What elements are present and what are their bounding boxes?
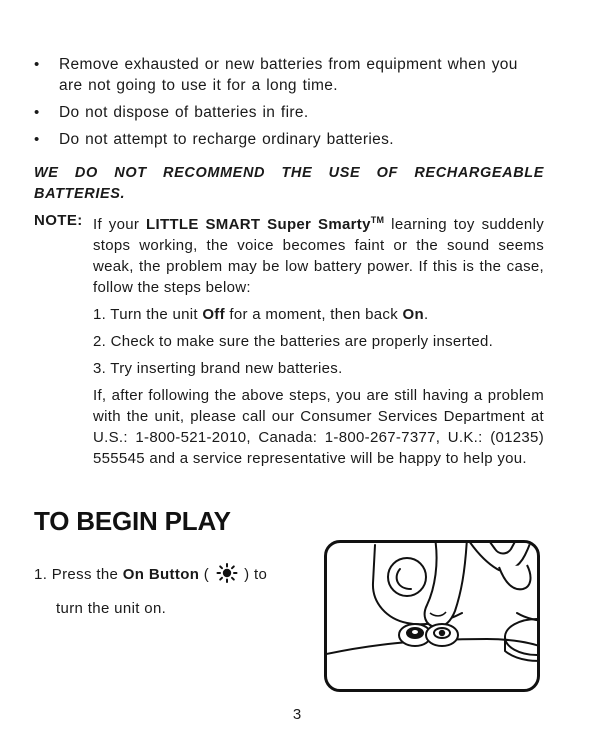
- troubleshooting-step-2: 2. Check to make sure the batteries are properly inserted.: [93, 333, 494, 350]
- hand-thumb: [499, 565, 530, 589]
- list-item: [34, 129, 544, 150]
- page-number: 3: [292, 706, 302, 723]
- hand-pressing-button-illustration: [324, 540, 540, 692]
- troubleshooting-steps: [93, 304, 544, 379]
- note-intro-end: learning toy suddenly stops working, the voice becomes faint or the sound seems weak, the problem may be low battery power. If this is the case, follow the steps below:: [93, 216, 545, 296]
- note-section: [34, 210, 544, 475]
- step1-text-b: for a moment, then back: [224, 306, 403, 323]
- sun-icon: [216, 563, 238, 594]
- bullet-dot: •: [34, 56, 40, 73]
- step1-text-a: 1. Turn the unit: [93, 306, 203, 323]
- toy-disc-right: [505, 619, 537, 655]
- begin-step-line-2: turn the unit on.: [56, 600, 167, 617]
- list-item: [34, 102, 544, 123]
- toy-panel-detail: [397, 569, 411, 589]
- begin-play-step-1: [34, 560, 314, 624]
- step1-off: Off: [202, 306, 225, 323]
- close-text: ) to: [239, 566, 268, 583]
- step1-on: On: [402, 306, 424, 323]
- bullet-dot: •: [34, 104, 40, 121]
- troubleshooting-step-1: [93, 304, 544, 325]
- note-intro-start: If your: [93, 216, 147, 233]
- begin-step-prefix: 1. Press the: [34, 566, 123, 583]
- note-closing: If, after following the above steps, you are still having a problem with the unit, please call our Consumer Services Department at U.S.: 1-800-521-2010, Canada: 1-800-267-7377, U.K.: (01235) 555545 and a service representative will be happy to help you.: [93, 387, 544, 467]
- note-label: NOTE:: [34, 212, 83, 229]
- bullet-text: Remove exhausted or new batteries from equipment when you are not going to use it for a long time.: [59, 56, 518, 94]
- product-name: LITTLE SMART Super Smarty: [146, 216, 371, 233]
- begin-step-line-1: [34, 560, 314, 594]
- bullet-text: Do not attempt to recharge ordinary batteries.: [59, 131, 394, 148]
- battery-safety-list: [34, 54, 544, 156]
- rechargeable-warning: WE DO NOT RECOMMEND THE USE OF RECHARGEABLE BATTERIES.: [34, 165, 544, 202]
- list-item: [34, 54, 544, 96]
- illustration-drawing: [327, 543, 537, 689]
- toy-round-panel: [388, 558, 426, 596]
- section-heading: TO BEGIN PLAY: [34, 506, 231, 536]
- bullet-text: Do not dispose of batteries in fire.: [59, 104, 309, 121]
- note-body: [93, 210, 544, 469]
- troubleshooting-step-3: 3. Try inserting brand new batteries.: [93, 360, 343, 377]
- bullet-dot: •: [34, 131, 40, 148]
- on-button-label: On Button: [122, 566, 200, 583]
- step1-text-c: .: [423, 306, 429, 323]
- trademark-mark: TM: [370, 215, 385, 225]
- open-paren: (: [199, 566, 214, 583]
- toy-buttons-group: [399, 624, 458, 646]
- note-intro: [93, 210, 544, 298]
